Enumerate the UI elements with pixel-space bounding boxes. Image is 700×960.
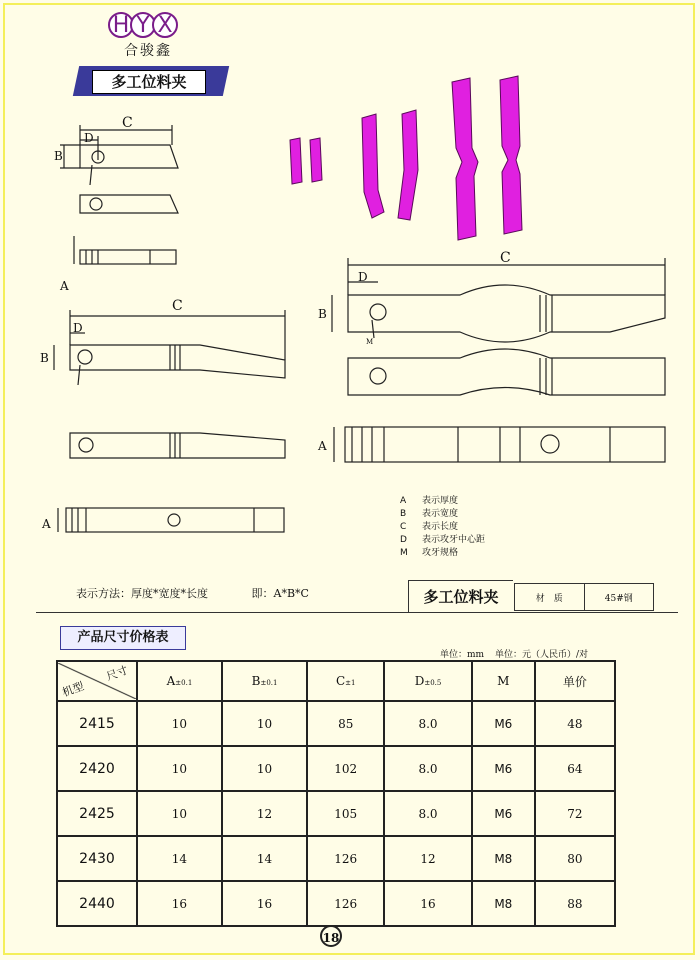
table-row: 2425 10 12 105 8.0 M6 72	[57, 791, 615, 836]
dim-label-a: A	[60, 279, 69, 293]
material-value: 45#钢	[584, 584, 654, 610]
header-price: 单价	[535, 661, 615, 701]
price-table-title: 产品尺寸价格表	[60, 626, 186, 650]
page-number: 18	[320, 925, 342, 947]
bent-part-top-view	[54, 310, 285, 385]
large-part-side-view	[334, 427, 665, 462]
legend-item: C 表示长度	[400, 522, 459, 532]
small-part-bottom-view	[80, 195, 178, 213]
product-photo	[290, 138, 302, 184]
logo-letter: X	[152, 12, 178, 38]
corner-header: 尺寸 机型	[57, 661, 137, 701]
product-photos	[290, 76, 522, 240]
logo-subtitle: 合骏鑫	[124, 43, 172, 59]
product-photo	[398, 110, 418, 220]
dim-label-d: D	[73, 321, 83, 335]
dim-label-b: B	[40, 351, 49, 365]
table-header-row	[57, 661, 615, 701]
header-a: A±0.1	[137, 661, 222, 701]
unit-size: 单位：mm	[440, 650, 485, 660]
price-table	[56, 660, 616, 927]
product-photo	[452, 78, 478, 240]
large-part-bottom-view	[348, 349, 665, 395]
legend-item: D 表示攻牙中心距	[400, 535, 486, 545]
header-b: B±0.1	[222, 661, 307, 701]
table-row: 2430 14 14 126 12 M8 80	[57, 836, 615, 881]
page-title: 多工位料夹	[92, 70, 206, 94]
legend-item: B 表示宽度	[400, 509, 459, 519]
table-row: 2420 10 10 102 8.0 M6 64	[57, 746, 615, 791]
material-label: 材 质	[535, 593, 563, 604]
notation-method: 表示方法：厚度*宽度*长度	[76, 587, 208, 600]
dim-label-c: C	[500, 250, 511, 266]
dim-label-c: C	[122, 115, 133, 131]
small-part-side-view	[74, 236, 176, 264]
dim-label-m: M	[366, 338, 374, 346]
dim-label-a: A	[318, 439, 327, 453]
header-d: D±0.5	[384, 661, 472, 701]
dim-label-a: A	[42, 517, 51, 531]
divider	[36, 612, 678, 613]
units-line	[440, 647, 588, 660]
product-tag: 多工位料夹	[408, 580, 513, 613]
header-c: C±1	[307, 661, 384, 701]
material-box	[514, 583, 654, 611]
dim-label-c: C	[172, 298, 183, 314]
notation-line	[76, 585, 309, 601]
notation-example: 即：A*B*C	[251, 587, 309, 600]
dim-label-d: D	[84, 131, 94, 145]
dim-label-d: D	[358, 270, 368, 284]
product-photo	[500, 76, 522, 234]
legend	[400, 495, 485, 560]
logo-letter: Y	[130, 12, 156, 38]
product-photo	[310, 138, 322, 182]
large-part-top-view	[332, 258, 665, 342]
dim-label-b: B	[54, 149, 63, 163]
header-m: M	[472, 661, 535, 701]
table-row: 2415 10 10 85 8.0 M6 48	[57, 701, 615, 746]
table-row: 2440 16 16 126 16 M8 88	[57, 881, 615, 926]
dim-label-b: B	[318, 307, 327, 321]
legend-item: M 攻牙规格	[400, 548, 459, 558]
product-photo	[362, 114, 384, 218]
unit-price: 单位：元（人民币）/对	[494, 650, 588, 660]
bent-part-bottom-view	[70, 433, 285, 458]
small-part-top-view	[60, 125, 178, 185]
logo-letter: H	[108, 12, 134, 38]
bent-part-side-view	[58, 508, 284, 532]
legend-item: A 表示厚度	[400, 496, 459, 506]
